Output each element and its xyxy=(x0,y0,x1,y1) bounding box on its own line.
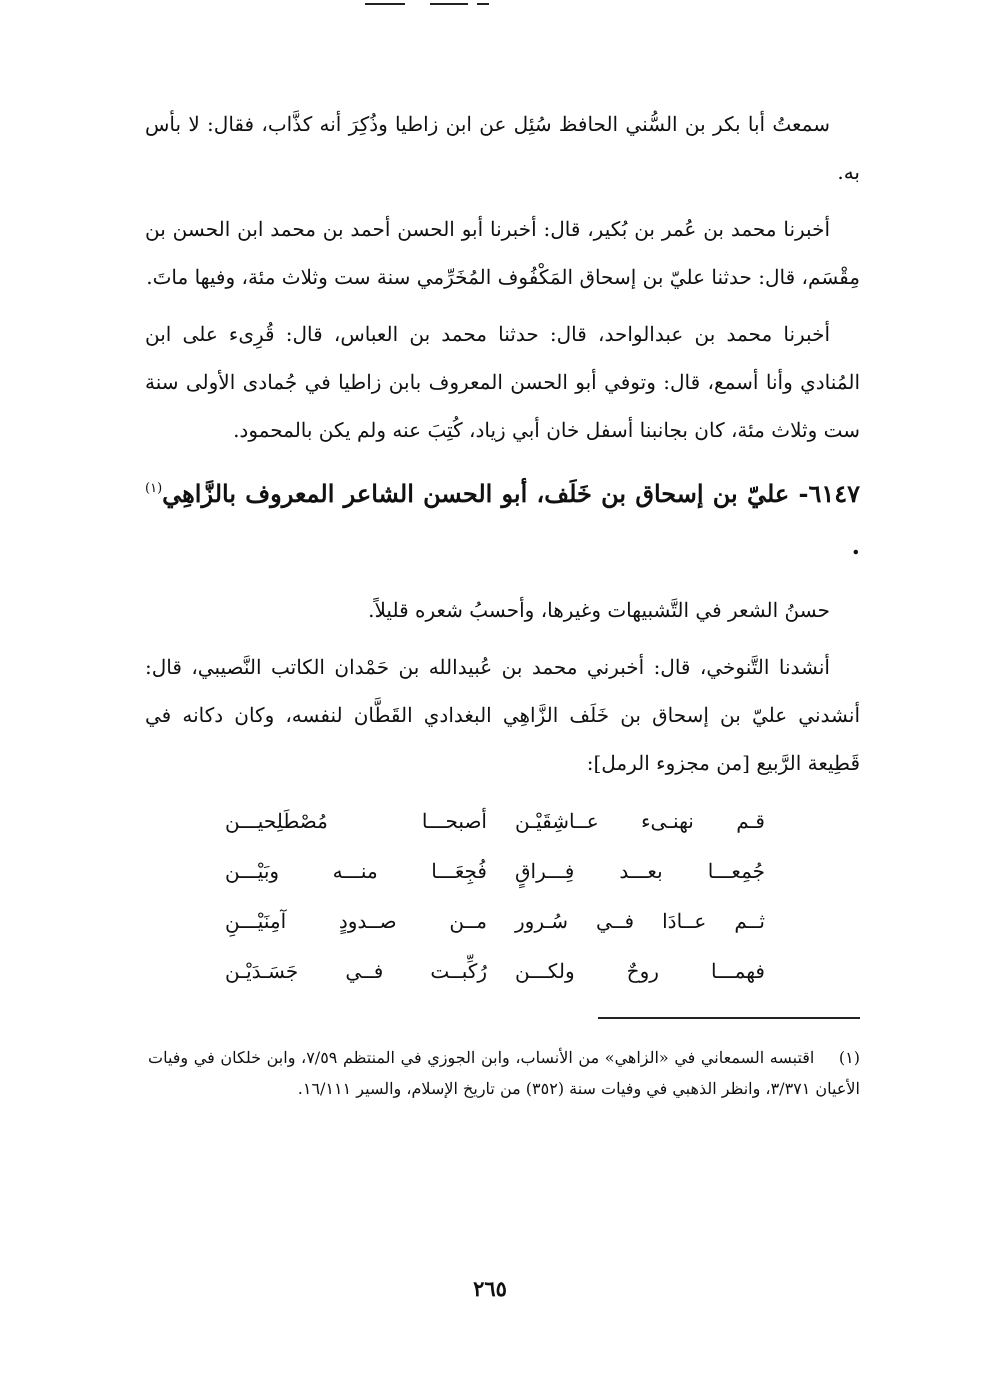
poem xyxy=(225,796,765,996)
verse-second-hemistich: مــن صــدودٍ آمِنَيْـــنِ xyxy=(225,909,487,933)
poem-verse xyxy=(225,796,765,846)
poem-verse xyxy=(225,846,765,896)
entry-heading xyxy=(145,463,860,572)
paragraph-isnad-2: أخبرنا محمد بن عبدالواحد، قال: حدثنا محمد بن العباس، قال: قُرِىء على ابن المُنادي وأنا أسمع، قال: وتوفي أبو الحسن المعروف بابن زاطيا في جُمادى الأولى سنة ست وثلاث مئة، كان بجانبنا أسفل خان أبي زياد، كُتِبَ عنه ولم يكن بالمحمود. xyxy=(145,322,860,442)
top-margin-marks xyxy=(355,0,535,10)
footnote-ref: (١) xyxy=(145,481,163,496)
paragraph-narration: سمعتُ أبا بكر بن السُّني الحافظ سُئِل عن ابن زاطيا وذُكِرَ أنه كذَّاب، فقال: لا بأس به. xyxy=(145,112,860,184)
main-text xyxy=(145,100,860,996)
poem-verse xyxy=(225,946,765,996)
verse-second-hemistich: أصبحـــا مُصْطَلِحيـــن xyxy=(225,809,487,833)
paragraph-isnad-1: أخبرنا محمد بن عُمر بن بُكير، قال: أخبرنا أبو الحسن أحمد بن محمد ابن الحسن بن مِقْسَم، قال: حدثنا عليّ بن إسحاق المَكْفُوف المُخَرِّمي سنة ست وثلاث مئة، وفيها ماتَ. xyxy=(145,217,860,289)
verse-second-hemistich: رُكِّبــت فــي جَسَـدَيْـن xyxy=(225,959,487,983)
footnote-text: اقتبسه السمعاني في «الزاهي» من الأنساب، وابن الجوزي في المنتظم ٧/٥٩، وابن خلكان في وفيات الأعيان ٣/٣٧١، وانظر الذهبي في وفيات سنة (٣٥٢) من تاريخ الإسلام، والسير ١٦/١١١. xyxy=(148,1048,860,1098)
footnote-separator xyxy=(598,1017,860,1019)
verse-first-hemistich: قـم نهنـىء عــاشِقَيْـن xyxy=(515,809,765,833)
page-number: ٢٦٥ xyxy=(473,1276,507,1301)
poem-verse xyxy=(225,896,765,946)
entry-end: . xyxy=(851,531,860,560)
verse-first-hemistich: جُمِعـــا بعـــد فِـــراقٍ xyxy=(515,859,765,883)
footnotes xyxy=(148,1042,860,1104)
verse-second-hemistich: فُجِعَـــا منـــه وبَيْـــن xyxy=(225,859,487,883)
entry-title: ٦١٤٧- عليّ بن إسحاق بن خَلَف، أبو الحسن الشاعر المعروف بالزَّاهِي xyxy=(162,479,860,508)
verse-first-hemistich: فهمـــا روحٌ ولكـــن xyxy=(515,959,765,983)
footnote-number: (١) xyxy=(838,1048,860,1067)
paragraph-recitation: أنشدنا التَّنوخي، قال: أخبرني محمد بن عُبيدالله بن حَمْدان الكاتب النَّصيبي، قال: أنشدني عليّ بن إسحاق بن خَلَف الزَّاهِي البغدادي القَطَّان لنفسه، وكان دكانه في قَطِيعة الرَّبيع [من مجزوء الرمل]: xyxy=(145,655,860,775)
verse-first-hemistich: ثــم عــادَا فــي سُـرور xyxy=(515,909,765,933)
paragraph-description: حسنُ الشعر في التَّشبيهات وغيرها، وأحسبُ شعره قليلاً. xyxy=(368,598,830,622)
